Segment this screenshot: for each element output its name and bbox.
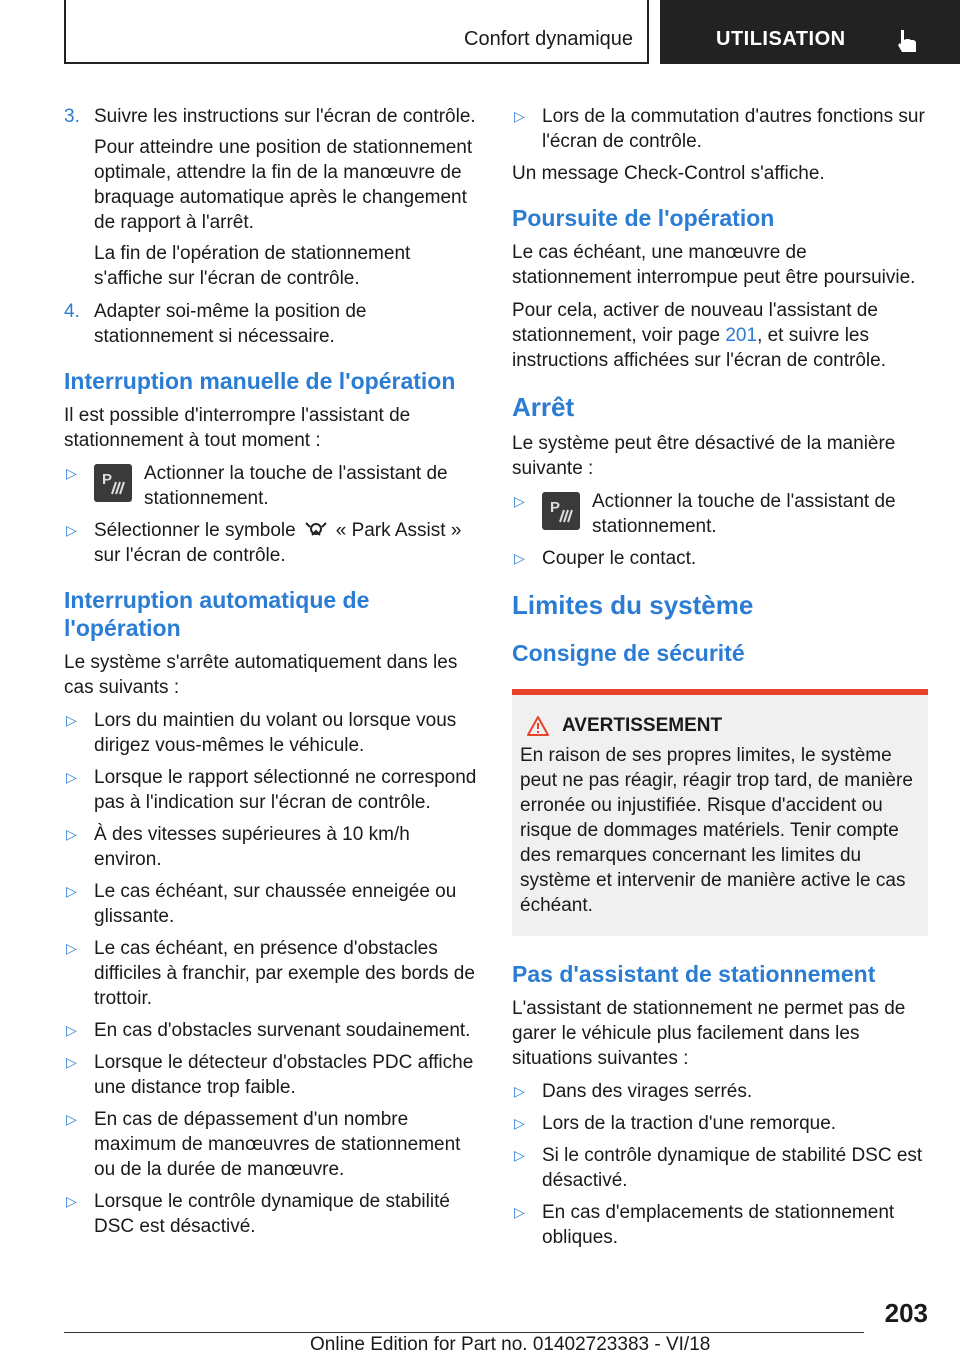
page-number: 203 bbox=[884, 1298, 928, 1328]
step-subtext: La fin de l'opération de stationnement s'affiche sur l'écran de contrôle. bbox=[94, 243, 411, 289]
list-item-text: Actionner la touche de l'assistant de stationnement. bbox=[144, 463, 448, 509]
bullet-triangle-icon: ▷ bbox=[66, 940, 77, 956]
list-item-text: Le cas échéant, en présence d'obstacles difficiles à franchir, par exemple des bords de trottoir. bbox=[94, 938, 475, 1009]
bullet-triangle-icon: ▷ bbox=[514, 493, 525, 509]
list-item bbox=[512, 1200, 928, 1250]
step-subtext: Pour atteindre une position de stationnement optimale, attendre la fin de la manœuvre de braquage automatique après le changement de rapport à l'arrêt. bbox=[94, 137, 473, 233]
left-column bbox=[64, 104, 482, 1246]
section-title: Confort dynamique bbox=[464, 28, 633, 50]
footer-divider bbox=[64, 1332, 864, 1333]
bullet-triangle-icon: ▷ bbox=[66, 1193, 77, 1209]
heading-stop: Arrêt bbox=[512, 392, 575, 422]
step-number: 4. bbox=[64, 301, 80, 322]
warning-triangle-icon bbox=[526, 715, 550, 737]
step-4 bbox=[64, 299, 482, 349]
paragraph-text: Pour cela, activer de nouveau l'assistant de stationnement, voir page bbox=[512, 300, 878, 346]
bullet-triangle-icon: ▷ bbox=[514, 108, 525, 124]
bullet-triangle-icon: ▷ bbox=[514, 1147, 525, 1163]
heading-manual-interruption: Interruption manuelle de l'opération bbox=[64, 368, 456, 394]
bullet-triangle-icon: ▷ bbox=[514, 1115, 525, 1131]
paragraph: Le cas échéant, une manœuvre de stationnement interrompue peut être poursuivie. bbox=[512, 242, 916, 288]
list-item-text: Couper le contact. bbox=[542, 548, 697, 569]
step-number: 3. bbox=[64, 106, 80, 127]
bullet-triangle-icon: ▷ bbox=[66, 522, 77, 538]
list-item bbox=[64, 1189, 482, 1239]
heading-safety-notice: Consigne de sécurité bbox=[512, 640, 745, 666]
list-item-text: Lors de la commutation d'autres fonctions sur l'écran de contrôle. bbox=[542, 106, 925, 152]
park-assist-symbol-icon bbox=[302, 519, 330, 539]
paragraph-text: , et suivre les instructions affichées sur l'écran de contrôle. bbox=[512, 325, 886, 371]
header-left-box bbox=[64, 0, 649, 64]
list-item bbox=[64, 1107, 482, 1182]
list-item bbox=[512, 489, 928, 539]
bullet-triangle-icon: ▷ bbox=[514, 550, 525, 566]
list-item-text: Lorsque le rapport sélectionné ne correspond pas à l'indication sur l'écran de contrôle. bbox=[94, 767, 477, 813]
list-item bbox=[64, 708, 482, 758]
right-column bbox=[512, 104, 928, 1257]
list-item bbox=[64, 1050, 482, 1100]
automatic-interruption-list bbox=[64, 708, 482, 1239]
park-assist-button-icon bbox=[542, 492, 580, 530]
list-item bbox=[512, 1079, 928, 1104]
list-item-text: En cas d'emplacements de stationnement obliques. bbox=[542, 1202, 895, 1248]
heading-continue-operation: Poursuite de l'opération bbox=[512, 205, 775, 231]
paragraph: Le système peut être désactivé de la manière suivante : bbox=[512, 433, 896, 479]
heading-automatic-interruption: Interruption automatique de l'opération bbox=[64, 587, 370, 641]
list-item-text: Si le contrôle dynamique de stabilité DSC est désactivé. bbox=[542, 1145, 923, 1191]
list-item bbox=[512, 104, 928, 154]
list-item-text: Lors de la traction d'une remorque. bbox=[542, 1113, 837, 1134]
step-3 bbox=[64, 104, 482, 291]
list-item-text: Lorsque le détecteur d'obstacles PDC affiche une distance trop faible. bbox=[94, 1052, 474, 1098]
step-text: Suivre les instructions sur l'écran de contrôle. bbox=[94, 106, 476, 127]
list-item-text: En cas de dépassement d'un nombre maximum de manœuvres de stationnement ou de la durée de manœuvre. bbox=[94, 1109, 461, 1180]
bullet-triangle-icon: ▷ bbox=[514, 1083, 525, 1099]
list-item bbox=[64, 879, 482, 929]
list-item-text: Lors du maintien du volant ou lorsque vous dirigez vous-mêmes le véhicule. bbox=[94, 710, 457, 756]
list-item-text: En cas d'obstacles survenant soudainement. bbox=[94, 1020, 471, 1041]
chapter-title: UTILISATION bbox=[716, 28, 846, 50]
paragraph: Il est possible d'interrompre l'assistant de stationnement à tout moment : bbox=[64, 405, 411, 451]
list-item bbox=[512, 546, 928, 571]
list-item-text: À des vitesses supérieures à 10 km/h environ. bbox=[94, 824, 410, 870]
list-item-text: Le cas échéant, sur chaussée enneigée ou glissante. bbox=[94, 881, 457, 927]
warning-title: AVERTISSEMENT bbox=[562, 715, 723, 736]
svg-text:P: P bbox=[102, 471, 113, 488]
bullet-triangle-icon: ▷ bbox=[66, 1111, 77, 1127]
list-item bbox=[64, 765, 482, 815]
bullet-triangle-icon: ▷ bbox=[66, 883, 77, 899]
step-text: Adapter soi-même la position de stationnement si nécessaire. bbox=[94, 301, 367, 347]
park-assist-button-icon bbox=[94, 464, 132, 502]
list-item-text: Dans des virages serrés. bbox=[542, 1081, 753, 1102]
paragraph: Un message Check-Control s'affiche. bbox=[512, 163, 825, 184]
list-item bbox=[64, 518, 482, 568]
list-item bbox=[64, 822, 482, 872]
paragraph: L'assistant de stationnement ne permet pas de garer le véhicule plus facilement dans les situations suivantes : bbox=[512, 998, 906, 1069]
warning-title-row bbox=[526, 715, 920, 737]
list-item-text: Sélectionner le symbole bbox=[94, 520, 296, 541]
warning-box bbox=[512, 689, 928, 936]
list-item bbox=[512, 1143, 928, 1193]
list-item bbox=[512, 1111, 928, 1136]
header-chapter-box bbox=[660, 0, 960, 64]
page-link-201[interactable]: 201 bbox=[725, 325, 758, 346]
list-item-text: Lorsque le contrôle dynamique de stabilité DSC est désactivé. bbox=[94, 1191, 450, 1237]
pointing-hand-icon bbox=[892, 26, 922, 56]
list-item bbox=[64, 461, 482, 511]
footer-edition: Online Edition for Part no. 01402723383 - VI/18 bbox=[310, 1334, 711, 1355]
heading-system-limits: Limites du système bbox=[512, 590, 754, 620]
list-item-text: Actionner la touche de l'assistant de stationnement. bbox=[592, 491, 896, 537]
bullet-triangle-icon: ▷ bbox=[514, 1204, 525, 1220]
bullet-triangle-icon: ▷ bbox=[66, 769, 77, 785]
bullet-triangle-icon: ▷ bbox=[66, 712, 77, 728]
bullet-triangle-icon: ▷ bbox=[66, 826, 77, 842]
bullet-triangle-icon: ▷ bbox=[66, 465, 77, 481]
paragraph bbox=[512, 298, 928, 373]
list-item bbox=[64, 936, 482, 1011]
bullet-triangle-icon: ▷ bbox=[66, 1054, 77, 1070]
heading-no-parking-assistant: Pas d'assistant de stationnement bbox=[512, 961, 876, 987]
list-item-text: « Park Assist » sur l'écran de contrôle. bbox=[94, 520, 462, 566]
warning-text: En raison de ses propres limites, le système peut ne pas réagir, réagir trop tard, de manière erronée ou injustifiée. Risque d'accident ou risque de dommages matériels. Tenir compte des remarques concernant les limites du système et intervenir de manière active le cas échéant. bbox=[520, 745, 913, 916]
paragraph: Le système s'arrête automatiquement dans les cas suivants : bbox=[64, 652, 458, 698]
bullet-triangle-icon: ▷ bbox=[66, 1022, 77, 1038]
list-item bbox=[64, 1018, 482, 1043]
svg-text:P: P bbox=[550, 499, 561, 516]
